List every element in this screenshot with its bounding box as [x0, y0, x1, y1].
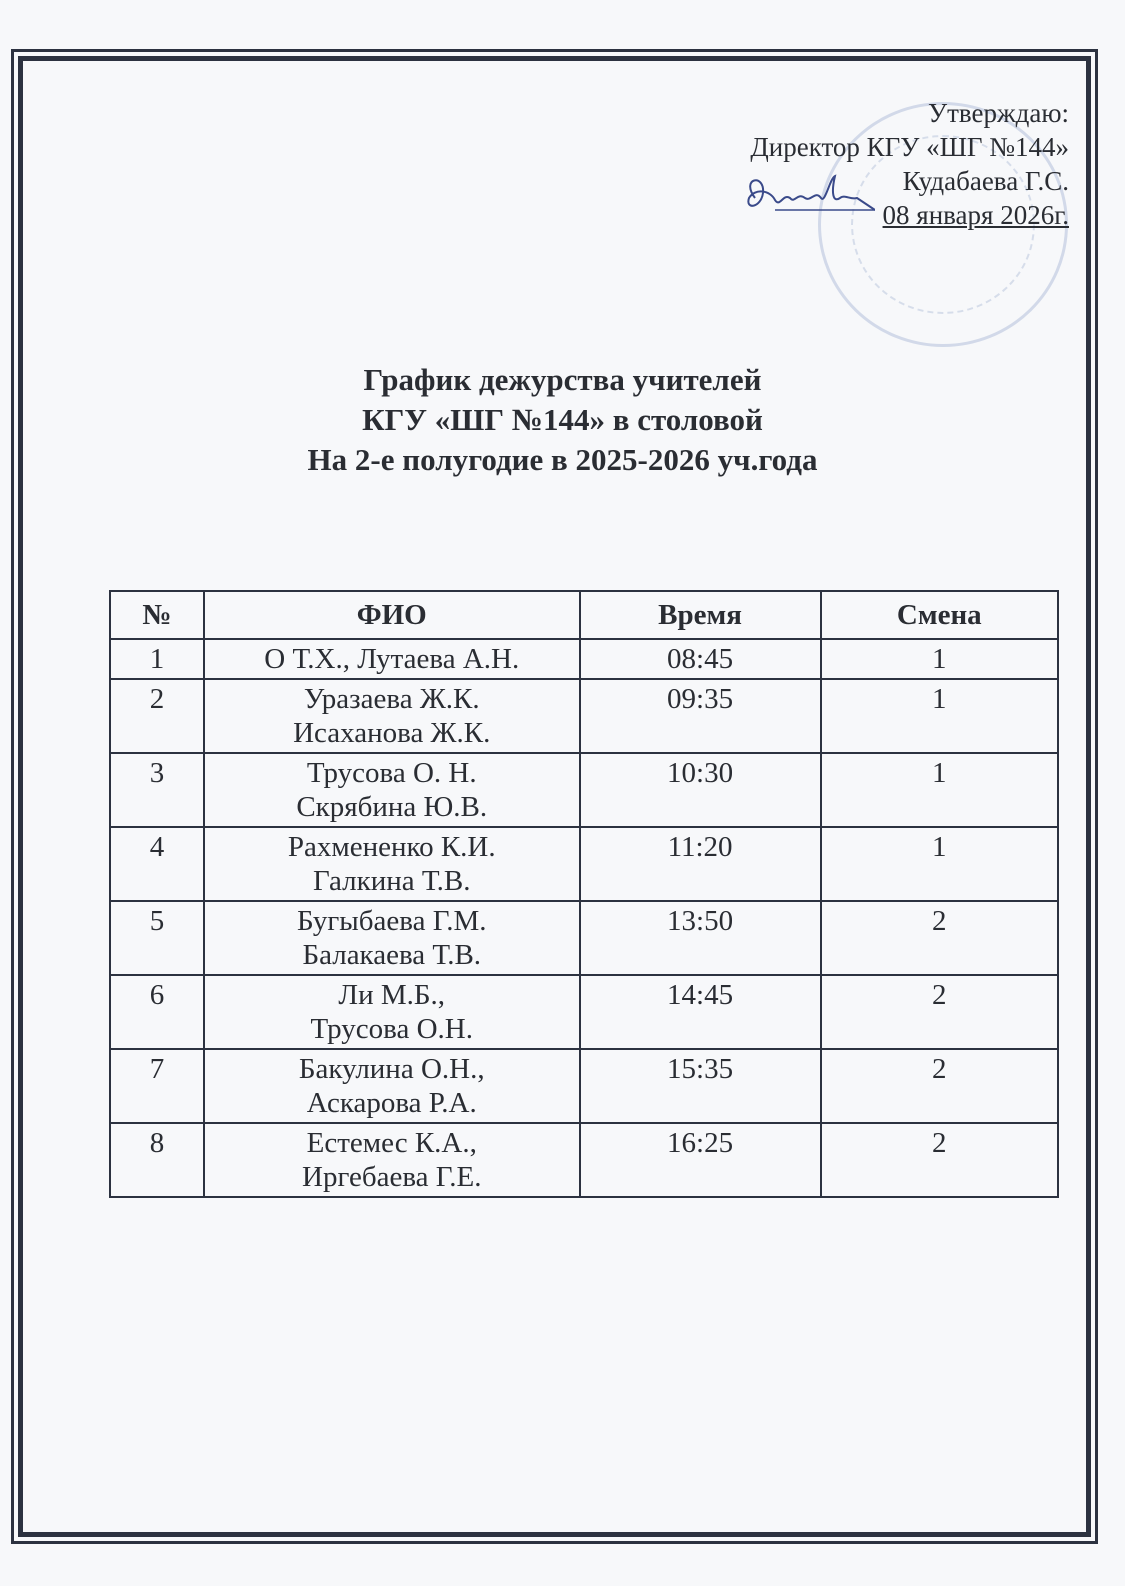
table-row: [110, 1049, 1058, 1123]
approval-date: 08 января 2026г.: [882, 200, 1069, 230]
duty-schedule-table: [109, 590, 1059, 1198]
row-time: 15:35: [580, 1049, 821, 1123]
row-fio: [204, 901, 580, 975]
fio-line-1: Уразаева Ж.К.: [303, 683, 480, 715]
row-fio: [204, 639, 580, 679]
row-time: 08:45: [580, 639, 821, 679]
signature-icon: [735, 168, 875, 218]
fio-line-1: Рахмененко К.И.: [287, 831, 496, 863]
row-shift: 2: [821, 975, 1058, 1049]
table-row: [110, 679, 1058, 753]
row-fio: [204, 975, 580, 1049]
row-fio: [204, 753, 580, 827]
table-row: [110, 1123, 1058, 1197]
title-line-1: График дежурства учителей: [363, 362, 762, 397]
row-shift: 1: [821, 827, 1058, 901]
fio-line-2: Иргебаева Г.Е.: [302, 1161, 482, 1193]
title-line-2: КГУ «ШГ №144» в столовой: [362, 402, 763, 437]
fio-line-1: Бугыбаева Г.М.: [296, 905, 487, 937]
fio-line-1: Трусова О. Н.: [306, 757, 477, 789]
row-number: 1: [110, 639, 204, 679]
fio-line-2: Трусова О.Н.: [310, 1013, 473, 1045]
fio-line-1: Ли М.Б.,: [338, 979, 446, 1011]
fio-line-2: Галкина Т.В.: [312, 865, 471, 897]
approval-position: Директор КГУ «ШГ №144»: [750, 132, 1069, 162]
row-shift: 2: [821, 1123, 1058, 1197]
table-row: [110, 827, 1058, 901]
row-time: 09:35: [580, 679, 821, 753]
header-fio: ФИО: [204, 591, 580, 639]
row-number: 6: [110, 975, 204, 1049]
row-fio: [204, 1123, 580, 1197]
fio-line-2: Исаханова Ж.К.: [293, 717, 491, 749]
row-time: 14:45: [580, 975, 821, 1049]
row-shift: 1: [821, 639, 1058, 679]
row-fio: [204, 827, 580, 901]
row-shift: 1: [821, 679, 1058, 753]
row-time: 11:20: [580, 827, 821, 901]
title-line-3: На 2-е полугодие в 2025-2026 уч.года: [307, 442, 818, 477]
header-time: Время: [580, 591, 821, 639]
table-row: [110, 901, 1058, 975]
table-row: [110, 639, 1058, 679]
row-number: 7: [110, 1049, 204, 1123]
row-time: 16:25: [580, 1123, 821, 1197]
approval-name: Кудабаева Г.С.: [902, 166, 1069, 196]
fio-line-1: О Т.Х., Лутаева А.Н.: [264, 643, 520, 675]
row-shift: 2: [821, 901, 1058, 975]
row-number: 2: [110, 679, 204, 753]
row-number: 4: [110, 827, 204, 901]
fio-line-1: Естемес К.А.,: [306, 1127, 477, 1159]
row-number: 8: [110, 1123, 204, 1197]
row-number: 3: [110, 753, 204, 827]
table-row: [110, 753, 1058, 827]
row-time: 10:30: [580, 753, 821, 827]
approval-heading: Утверждаю:: [927, 98, 1069, 128]
table-header-row: [110, 591, 1058, 639]
header-number: №: [110, 591, 204, 639]
row-fio: [204, 1049, 580, 1123]
row-shift: 2: [821, 1049, 1058, 1123]
row-fio: [204, 679, 580, 753]
row-shift: 1: [821, 753, 1058, 827]
row-time: 13:50: [580, 901, 821, 975]
fio-line-2: Скрябина Ю.В.: [296, 791, 488, 823]
table-row: [110, 975, 1058, 1049]
row-number: 5: [110, 901, 204, 975]
fio-line-2: Аскарова Р.А.: [306, 1087, 477, 1119]
fio-line-1: Бакулина О.Н.,: [298, 1053, 485, 1085]
fio-line-2: Балакаева Т.В.: [302, 939, 482, 971]
header-shift: Смена: [821, 591, 1058, 639]
document-title: [0, 360, 1125, 480]
